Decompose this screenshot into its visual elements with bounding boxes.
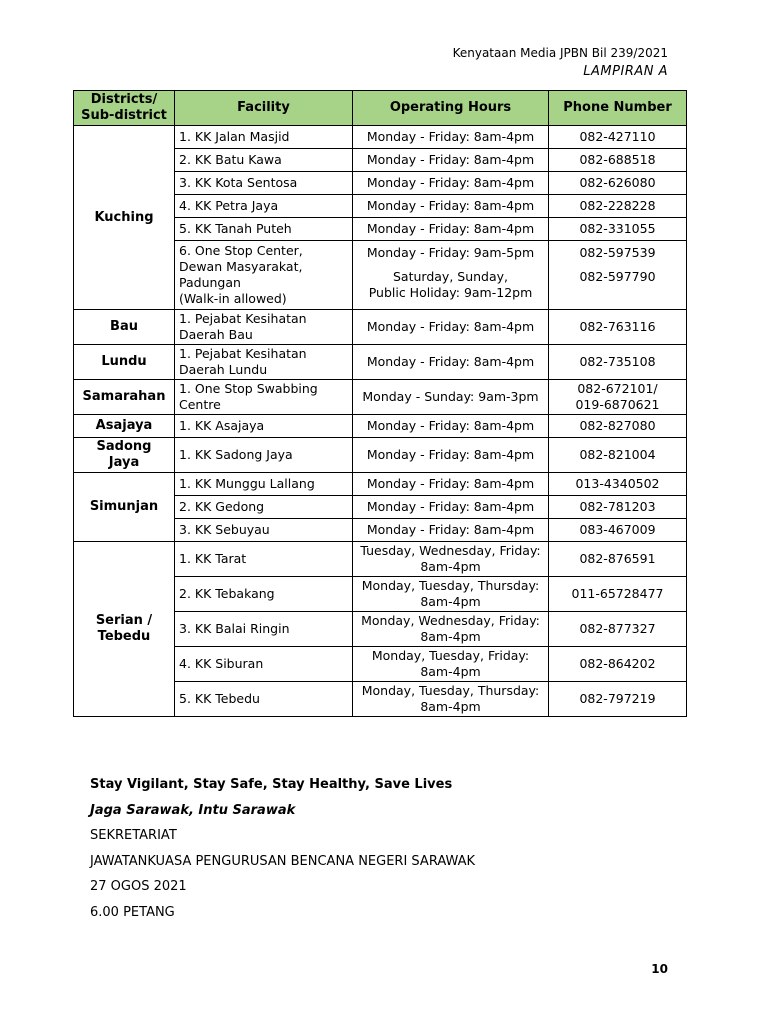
facility-cell-line: 3. KK Sebuyau bbox=[179, 522, 270, 537]
hours-slot-line: Monday - Friday: 9am-5pm bbox=[366, 245, 535, 260]
hours-cell bbox=[353, 647, 549, 682]
hours-cell bbox=[353, 496, 549, 519]
facility-cell bbox=[175, 612, 353, 647]
hours-cell bbox=[353, 241, 549, 310]
facility-cell bbox=[175, 438, 353, 473]
page-number: 10 bbox=[651, 962, 668, 976]
footer-secretariat: SEKRETARIAT bbox=[90, 828, 177, 844]
facility-cell bbox=[175, 473, 353, 496]
hours-cell-line: Monday - Friday: 8am-4pm bbox=[366, 152, 535, 167]
facility-cell-line: 5. KK Tebedu bbox=[179, 691, 260, 706]
hours-cell-line: Monday, Tuesday, Thursday: bbox=[361, 578, 540, 593]
facility-cell-line: 2. KK Gedong bbox=[179, 499, 265, 514]
phone-cell bbox=[549, 218, 687, 241]
hours-cell bbox=[353, 310, 549, 345]
phone-cell bbox=[549, 415, 687, 438]
hours-cell bbox=[353, 519, 549, 542]
phone-cell bbox=[549, 519, 687, 542]
hours-cell-line: Monday, Wednesday, Friday: bbox=[361, 613, 540, 628]
facility-cell-line: 1. KK Sadong Jaya bbox=[179, 447, 293, 462]
table-row bbox=[74, 438, 687, 473]
hours-cell-line: Monday - Friday: 8am-4pm bbox=[366, 522, 535, 537]
phone-slot-line: 082-597539 bbox=[579, 245, 656, 260]
facility-cell-line: Daerah Lundu bbox=[179, 362, 268, 377]
hours-slot-line: Saturday, Sunday, bbox=[392, 269, 509, 284]
phone-cell-line: 082-827080 bbox=[579, 418, 656, 433]
phone-cell-line: 011-65728477 bbox=[571, 586, 664, 601]
phone-cell-line: 082-781203 bbox=[579, 499, 656, 514]
phone-cell-line: 082-864202 bbox=[579, 656, 656, 671]
hours-cell-line: Monday - Friday: 8am-4pm bbox=[366, 221, 535, 236]
hours-cell-line: Monday - Friday: 8am-4pm bbox=[366, 476, 535, 491]
facility-cell-line: 1. KK Jalan Masjid bbox=[179, 129, 290, 144]
facility-cell-line: (Walk-in allowed) bbox=[179, 291, 287, 306]
district-cell bbox=[74, 380, 175, 415]
hours-cell bbox=[353, 542, 549, 577]
phone-cell-line: 082-427110 bbox=[579, 129, 656, 144]
header-phone: Phone Number bbox=[549, 91, 687, 126]
district-cell-line: Tebedu bbox=[97, 629, 151, 644]
facility-cell-line: Padungan bbox=[179, 275, 241, 290]
footer-motto: Jaga Sarawak, Intu Sarawak bbox=[90, 802, 296, 818]
hours-cell bbox=[353, 438, 549, 473]
facility-cell-line: 4. KK Siburan bbox=[179, 656, 264, 671]
hours-cell-line: 8am-4pm bbox=[420, 594, 481, 609]
phone-cell-line: 019-6870621 bbox=[575, 397, 660, 412]
table-row bbox=[74, 542, 687, 577]
hours-slot-line: Public Holiday: 9am-12pm bbox=[368, 285, 533, 300]
phone-cell bbox=[549, 380, 687, 415]
hours-cell-line: Monday - Friday: 8am-4pm bbox=[366, 354, 535, 369]
district-cell bbox=[74, 542, 175, 717]
facility-cell bbox=[175, 126, 353, 149]
hours-cell bbox=[353, 415, 549, 438]
phone-slot bbox=[549, 241, 686, 265]
phone-cell-line: 082-735108 bbox=[579, 354, 656, 369]
hours-cell-line: Monday - Friday: 8am-4pm bbox=[366, 447, 535, 462]
facility-cell-line: 6. One Stop Center, bbox=[179, 243, 303, 258]
phone-cell-line: 082-331055 bbox=[579, 221, 656, 236]
table-row bbox=[74, 126, 687, 149]
hours-cell-line: Monday, Tuesday, Thursday: bbox=[361, 683, 540, 698]
district-cell-line: Simunjan bbox=[89, 499, 159, 514]
facility-table bbox=[73, 90, 687, 717]
phone-slot bbox=[549, 265, 686, 309]
district-cell-line: Sadong bbox=[96, 439, 152, 454]
district-cell-line: Serian / bbox=[95, 613, 153, 628]
hours-cell-line: Monday - Friday: 8am-4pm bbox=[366, 319, 535, 334]
facility-cell bbox=[175, 149, 353, 172]
hours-cell-line: Monday - Friday: 8am-4pm bbox=[366, 198, 535, 213]
table-row bbox=[74, 473, 687, 496]
phone-cell bbox=[549, 310, 687, 345]
phone-slot-line: 082-597790 bbox=[579, 269, 656, 284]
district-cell-line: Samarahan bbox=[82, 389, 166, 404]
hours-cell-line: 8am-4pm bbox=[420, 664, 481, 679]
district-cell-line: Lundu bbox=[101, 354, 147, 369]
facility-cell-line: 4. KK Petra Jaya bbox=[179, 198, 279, 213]
header-facility: Facility bbox=[175, 91, 353, 126]
hours-slot bbox=[353, 265, 548, 309]
table-row bbox=[74, 310, 687, 345]
district-cell bbox=[74, 438, 175, 473]
hours-cell bbox=[353, 345, 549, 380]
phone-cell-line: 082-797219 bbox=[579, 691, 656, 706]
hours-cell bbox=[353, 577, 549, 612]
phone-cell bbox=[549, 172, 687, 195]
hours-cell bbox=[353, 682, 549, 717]
table-row bbox=[74, 345, 687, 380]
facility-cell bbox=[175, 682, 353, 717]
facility-cell bbox=[175, 647, 353, 682]
phone-cell-line: 083-467009 bbox=[579, 522, 656, 537]
district-cell-line: Kuching bbox=[94, 209, 154, 225]
footer-committee: JAWATANKUASA PENGURUSAN BENCANA NEGERI SARAWAK bbox=[90, 853, 476, 869]
phone-cell bbox=[549, 647, 687, 682]
facility-cell bbox=[175, 241, 353, 310]
hours-cell bbox=[353, 195, 549, 218]
facility-cell-line: 1. One Stop Swabbing bbox=[179, 381, 318, 396]
facility-cell-line: 1. KK Tarat bbox=[179, 551, 247, 566]
hours-cell-line: Monday - Friday: 8am-4pm bbox=[366, 499, 535, 514]
phone-cell bbox=[549, 149, 687, 172]
facility-cell bbox=[175, 380, 353, 415]
facility-cell-line: Dewan Masyarakat, bbox=[179, 259, 303, 274]
phone-cell bbox=[549, 345, 687, 380]
table-row bbox=[74, 380, 687, 415]
hours-cell-line: Monday, Tuesday, Friday: bbox=[371, 648, 530, 663]
district-cell-line: Asajaya bbox=[95, 418, 153, 433]
hours-cell-line: Monday - Friday: 8am-4pm bbox=[366, 129, 535, 144]
hours-cell bbox=[353, 218, 549, 241]
facility-cell-line: Daerah Bau bbox=[179, 327, 253, 342]
facility-cell-line: 3. KK Balai Ringin bbox=[179, 621, 290, 636]
phone-cell-line: 082-877327 bbox=[579, 621, 656, 636]
footer-time: 6.00 PETANG bbox=[90, 904, 175, 920]
hours-cell-line: Monday - Friday: 8am-4pm bbox=[366, 175, 535, 190]
district-cell-line: Jaya bbox=[108, 455, 140, 470]
facility-cell bbox=[175, 195, 353, 218]
phone-cell-line: 082-821004 bbox=[579, 447, 656, 462]
phone-cell bbox=[549, 542, 687, 577]
district-cell bbox=[74, 415, 175, 438]
hours-cell bbox=[353, 149, 549, 172]
facility-cell bbox=[175, 415, 353, 438]
hours-cell bbox=[353, 612, 549, 647]
hours-cell-line: 8am-4pm bbox=[420, 559, 481, 574]
phone-cell-line: 082-763116 bbox=[579, 319, 656, 334]
annex-label: LAMPIRAN A bbox=[583, 64, 668, 79]
phone-cell bbox=[549, 438, 687, 473]
facility-cell bbox=[175, 542, 353, 577]
phone-cell bbox=[549, 473, 687, 496]
header-district bbox=[74, 91, 175, 126]
phone-cell bbox=[549, 195, 687, 218]
table-row bbox=[74, 415, 687, 438]
phone-cell-line: 013-4340502 bbox=[575, 476, 660, 491]
header-district-line: Districts/ bbox=[90, 92, 158, 107]
hours-cell-line: 8am-4pm bbox=[420, 699, 481, 714]
phone-cell bbox=[549, 612, 687, 647]
hours-slot bbox=[353, 241, 548, 265]
media-statement-reference: Kenyataan Media JPBN Bil 239/2021 bbox=[452, 46, 668, 60]
table-body bbox=[74, 126, 687, 717]
district-cell bbox=[74, 473, 175, 542]
facility-cell-line: Centre bbox=[179, 397, 221, 412]
hours-cell bbox=[353, 380, 549, 415]
district-cell-line: Bau bbox=[110, 319, 138, 334]
phone-cell-line: 082-876591 bbox=[579, 551, 656, 566]
phone-cell bbox=[549, 682, 687, 717]
facility-cell bbox=[175, 519, 353, 542]
facility-cell bbox=[175, 345, 353, 380]
footer-slogan: Stay Vigilant, Stay Safe, Stay Healthy, Save Lives bbox=[90, 777, 453, 792]
hours-cell-line: Monday - Sunday: 9am-3pm bbox=[362, 389, 539, 404]
facility-cell-line: 5. KK Tanah Puteh bbox=[179, 221, 292, 236]
hours-cell bbox=[353, 172, 549, 195]
facility-cell bbox=[175, 310, 353, 345]
facility-cell bbox=[175, 577, 353, 612]
header-hours: Operating Hours bbox=[353, 91, 549, 126]
phone-cell bbox=[549, 496, 687, 519]
district-cell bbox=[74, 345, 175, 380]
facility-cell-line: 1. KK Asajaya bbox=[179, 418, 265, 433]
phone-cell bbox=[549, 577, 687, 612]
phone-cell-line: 082-228228 bbox=[579, 198, 656, 213]
facility-cell-line: 2. KK Tebakang bbox=[179, 586, 275, 601]
facility-cell bbox=[175, 218, 353, 241]
facility-cell-line: 1. Pejabat Kesihatan bbox=[179, 311, 307, 326]
facility-cell bbox=[175, 496, 353, 519]
hours-cell-line: 8am-4pm bbox=[420, 629, 481, 644]
hours-cell-line: Tuesday, Wednesday, Friday: bbox=[360, 543, 541, 558]
footer-date: 27 OGOS 2021 bbox=[90, 879, 187, 895]
facility-cell-line: 1. Pejabat Kesihatan bbox=[179, 346, 307, 361]
hours-cell bbox=[353, 473, 549, 496]
facility-cell-line: 1. KK Munggu Lallang bbox=[179, 476, 315, 491]
footer-block bbox=[90, 775, 475, 929]
facility-cell-line: 2. KK Batu Kawa bbox=[179, 152, 282, 167]
hours-cell bbox=[353, 126, 549, 149]
header-district-line: Sub-district bbox=[81, 108, 167, 123]
phone-cell-line: 082-688518 bbox=[579, 152, 656, 167]
phone-cell-line: 082-626080 bbox=[579, 175, 656, 190]
facility-cell bbox=[175, 172, 353, 195]
facility-cell-line: 3. KK Kota Sentosa bbox=[179, 175, 298, 190]
district-cell bbox=[74, 310, 175, 345]
district-cell bbox=[74, 126, 175, 310]
table-header-row bbox=[74, 91, 687, 126]
phone-cell bbox=[549, 241, 687, 310]
hours-cell-line: Monday - Friday: 8am-4pm bbox=[366, 418, 535, 433]
phone-cell-line: 082-672101/ bbox=[577, 381, 658, 396]
phone-cell bbox=[549, 126, 687, 149]
